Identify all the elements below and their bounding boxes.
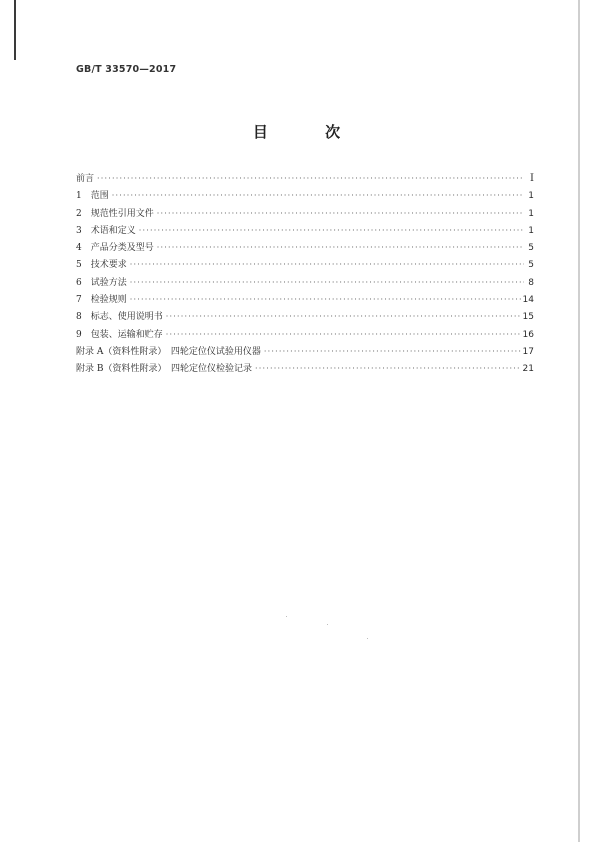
toc-leader-dots: [166, 308, 521, 325]
page-title: 目 次: [252, 123, 367, 141]
toc-entry-requirements[interactable]: [76, 256, 534, 273]
toc-leader-dots: [97, 170, 524, 187]
toc-leader-dots: [112, 187, 524, 204]
toc-entry-label: 9 包装、运输和贮存: [76, 329, 163, 340]
toc-entry-label: 3 术语和定义: [76, 225, 136, 236]
toc-entry-inspection-rules[interactable]: [76, 291, 534, 308]
toc-entry-label: 5 技术要求: [76, 260, 127, 271]
toc-entry-classification[interactable]: [76, 239, 534, 256]
toc-entry-page: 21: [522, 364, 534, 375]
toc-entry-annex-b[interactable]: [76, 360, 534, 377]
toc-entry-label: 附录 B（资料性附录） 四轮定位仪检验记录: [76, 364, 252, 375]
toc-entry-label: 2 规范性引用文件: [76, 208, 154, 219]
toc-entry-page: 15: [522, 312, 534, 323]
standard-code: GB/T 33570—2017: [76, 64, 177, 75]
toc-entry-label: 1 范围: [76, 191, 109, 202]
toc-entry-foreword[interactable]: [76, 170, 534, 187]
toc-entry-page: 1: [528, 225, 534, 236]
toc-leader-dots: [157, 239, 524, 256]
toc-entry-label: 8 标志、使用说明书: [76, 312, 163, 323]
scan-speck: [327, 624, 328, 625]
toc-entry-label: 附录 A（资料性附录） 四轮定位仪试验用仪器: [76, 346, 261, 357]
toc-leader-dots: [255, 360, 521, 377]
toc-entry-label: 前言: [76, 174, 95, 184]
toc-leader-dots: [166, 326, 521, 343]
toc-leader-dots: [139, 222, 524, 239]
toc-entry-page: 8: [528, 277, 534, 288]
toc-entry-page: 5: [528, 260, 534, 271]
toc-leader-dots: [130, 256, 524, 273]
toc-leader-dots: [264, 343, 521, 360]
toc-entry-page: 16: [522, 329, 534, 340]
toc-entry-page: 14: [522, 295, 534, 306]
toc-leader-dots: [157, 205, 524, 222]
toc-entry-label: 6 试验方法: [76, 277, 127, 288]
toc-leader-dots: [130, 274, 524, 291]
toc-entry-packaging-storage[interactable]: [76, 326, 534, 343]
toc-entry-label: 7 检验规则: [76, 295, 127, 306]
toc-entry-marking-manual[interactable]: [76, 308, 534, 325]
toc-entry-label: 4 产品分类及型号: [76, 243, 154, 254]
toc-entry-test-methods[interactable]: [76, 274, 534, 291]
toc-leader-dots: [130, 291, 521, 308]
toc-entry-page: 1: [528, 191, 534, 202]
toc-entry-normative-references[interactable]: [76, 205, 534, 222]
toc-entry-page: Ⅰ: [530, 173, 534, 184]
toc-entry-terms-definitions[interactable]: [76, 222, 534, 239]
scan-speck: [367, 638, 368, 639]
toc-entry-page: 17: [522, 346, 534, 357]
toc-entry-annex-a[interactable]: [76, 343, 534, 360]
scan-edge-left: [14, 0, 16, 60]
table-of-contents: [76, 170, 534, 378]
toc-entry-page: 1: [528, 208, 534, 219]
scan-speck: [286, 616, 287, 617]
toc-entry-page: 5: [528, 243, 534, 254]
toc-entry-scope[interactable]: [76, 187, 534, 204]
